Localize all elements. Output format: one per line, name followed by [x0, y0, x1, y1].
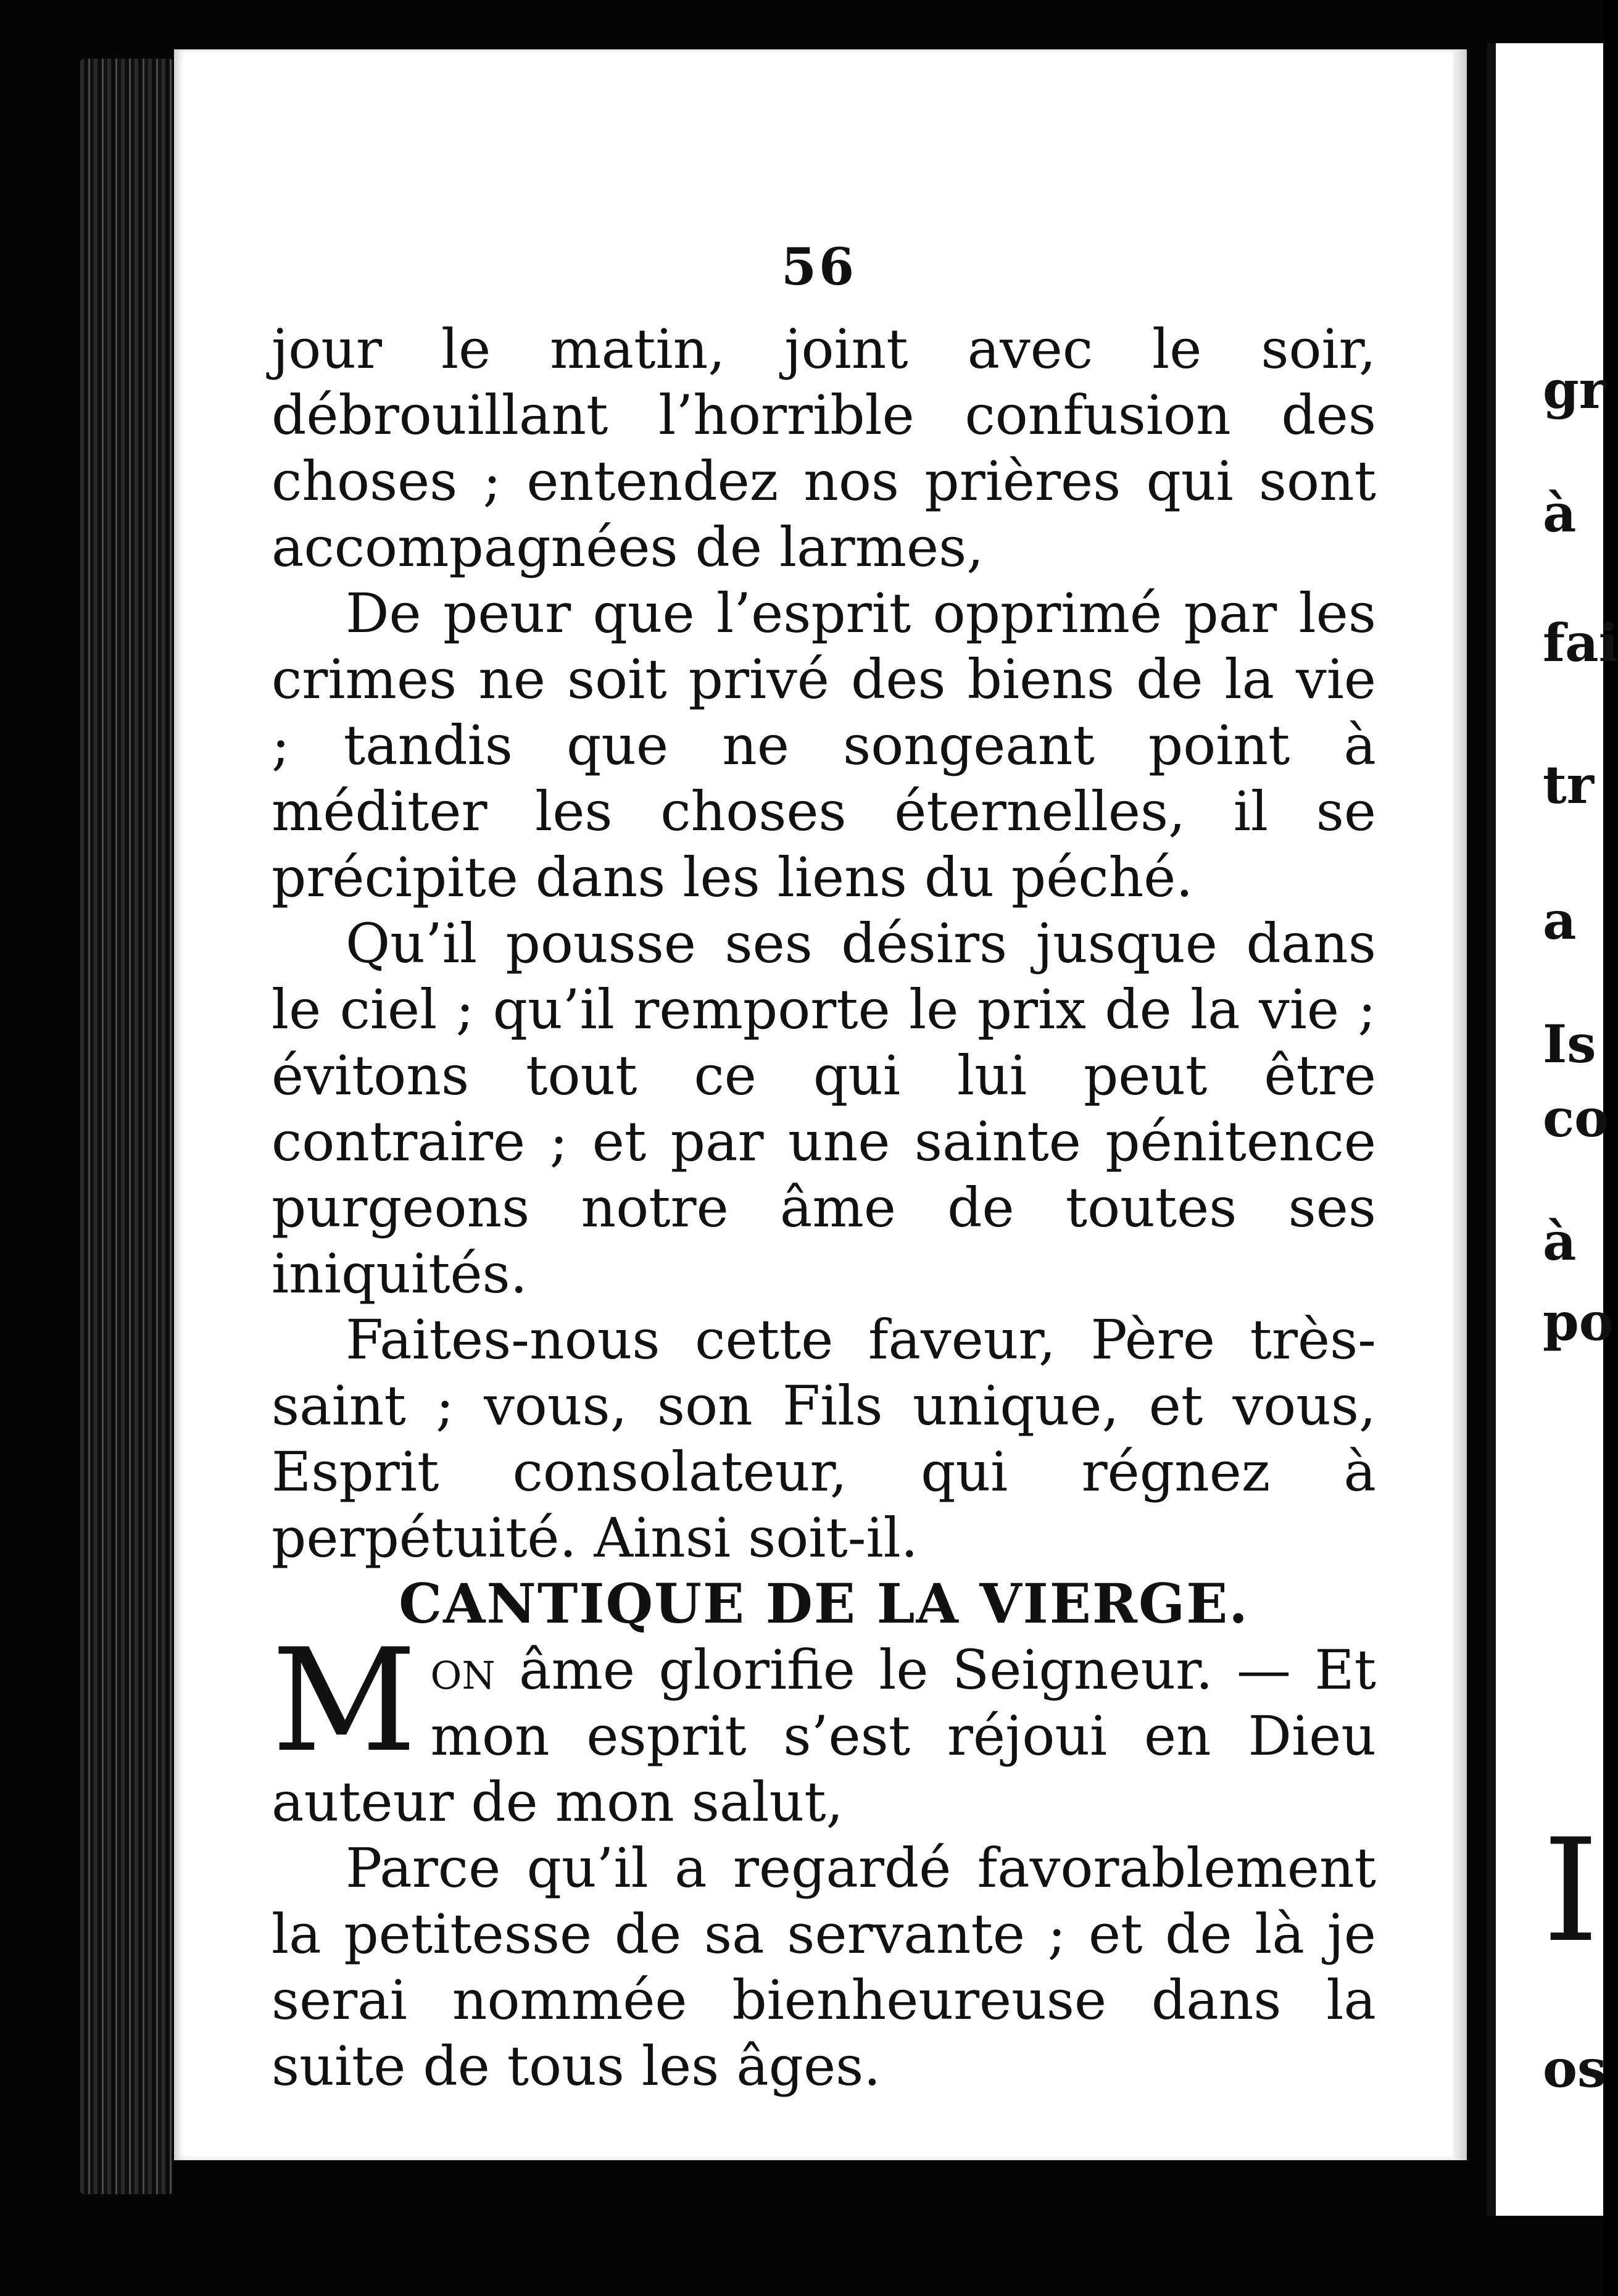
canticle-first-word: on: [430, 1638, 496, 1702]
page-edge-shadow: [1453, 49, 1467, 2160]
paragraph-4: Faites-nous cette faveur, Père très-saint ; vous, son Fils unique, et vous, Esprit consolateur, qui régnez à perpétuité. Ainsi soit-il.: [272, 1308, 1376, 1570]
canticle-paragraph-1: [272, 1619, 1376, 1835]
facing-page: [1487, 43, 1618, 2216]
facing-fragment: gr: [1543, 359, 1606, 420]
paragraph-3: Qu’il pousse ses désirs jusque dans le ciel ; qu’il remporte le prix de la vie ; évitons tout ce qui lui peut être contraire ; et par une sainte pénitence purgeons notre âme de toutes ses iniquités.: [272, 912, 1376, 1305]
facing-fragment: fai: [1543, 612, 1618, 673]
facing-fragment: a: [1543, 890, 1577, 951]
facing-page-gutter: [1487, 43, 1496, 2216]
page-text: [272, 316, 1376, 2099]
book-page: [174, 49, 1464, 2160]
facing-fragment: tr: [1543, 754, 1595, 815]
facing-fragment: po: [1543, 1291, 1614, 1352]
facing-fragment: à: [1543, 483, 1577, 544]
canticle-paragraph-1-text: âme glorifie le Seigneur. — Et mon esprit s’est réjoui en Dieu auteur de mon salut,: [272, 1638, 1376, 1834]
drop-cap-letter: M: [272, 1619, 417, 1784]
canticle-heading: CANTIQUE DE LA VIERGE.: [399, 1571, 1249, 1636]
book-spine: [80, 59, 173, 2194]
facing-fragment: à: [1543, 1211, 1577, 1272]
paragraph-2: De peur que l’esprit opprimé par les crimes ne soit privé des biens de la vie ; tandis que ne songeant point à méditer les choses éternelles, il se précipite dans les liens du péché.: [272, 581, 1376, 909]
facing-fragment: Is: [1543, 1013, 1596, 1075]
facing-fragment: os: [1543, 2038, 1607, 2099]
facing-fragment: I: [1543, 1809, 1599, 1974]
facing-fragment: co: [1543, 1088, 1609, 1149]
canticle-paragraph-2: Parce qu’il a regardé favorablement la petitesse de sa servante ; et de là je serai nommée bienheureuse dans la suite de tous les âges.: [272, 1836, 1376, 2098]
paragraph-1: jour le matin, joint avec le soir, débrouillant l’horrible confusion des choses ; entendez nos prières qui sont accompagnées de larmes,: [272, 317, 1376, 579]
page-number: 56: [781, 238, 857, 297]
